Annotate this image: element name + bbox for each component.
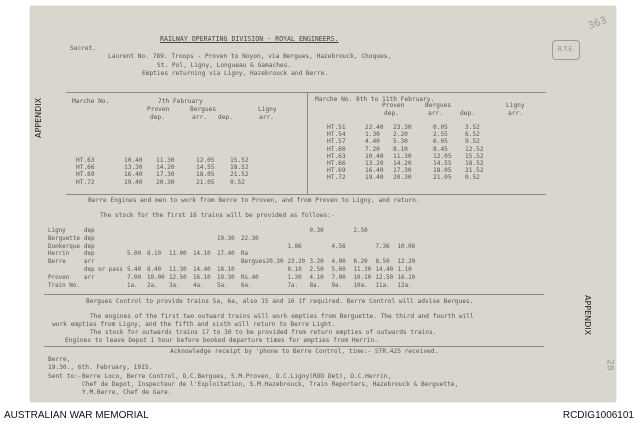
engines-note-2: work empties from Ligny, and the fifth and sixth will return to Berre Light.: [52, 321, 336, 328]
depot-note: Engines to leave Depot 1 hour before booked departure times for empties from Herrin.: [65, 337, 378, 344]
stock-table-row: [46, 267, 418, 275]
stock-table-row: [46, 251, 418, 259]
right-timetable-row: [325, 138, 501, 145]
stock-table-cell: dep or pass: [83, 266, 123, 273]
right-timetable-cell: HT.60: [327, 145, 346, 153]
stock-table-cell: [308, 251, 330, 259]
stock-table-cell: 4.00: [331, 259, 346, 266]
right-timetable-cell: 17.30: [393, 167, 412, 175]
left-timetable-cell: 17.30: [156, 171, 175, 179]
stock-table-cell: 4.10: [309, 274, 324, 281]
stock-table-cell: 8.10: [146, 251, 162, 258]
right-col-proven: Proven: [382, 102, 405, 109]
left-timetable-row: [74, 157, 262, 164]
stock-bottom-rule: [44, 294, 544, 295]
stock-table-cell: [330, 251, 352, 259]
stock-table-cell: [374, 228, 396, 236]
right-timetable-cell: 8.10: [393, 145, 408, 153]
stock-intro: The stock for the first 16 trains will be provided as follows:-: [100, 212, 335, 219]
stock-table-cell: [374, 236, 396, 244]
stock-table-cell: [330, 236, 352, 244]
stock-table-cell: dep: [83, 235, 95, 242]
stock-table-cell: 1.10: [397, 266, 412, 273]
right-timetable-cell: 23.30: [393, 124, 412, 131]
left-col-arr: arr.: [192, 114, 207, 121]
right-timetable-cell: 10.40: [365, 152, 384, 160]
left-timetable-cell: HT.63: [76, 157, 95, 164]
stock-table-cell: 2.50: [353, 228, 368, 234]
right-timetable-row: [325, 153, 501, 160]
right-col-dep: dep.: [384, 110, 399, 117]
right-timetable-cell: 2.55: [433, 131, 448, 139]
right-timetable-cell: 22.40: [365, 124, 384, 131]
stock-table-cell: dep: [83, 243, 95, 250]
distribution-line-3: Y.M.Berre, Chef de Gare.: [82, 389, 172, 396]
stock-table-cell: 11.30: [168, 266, 187, 273]
date-line: 19.30., 6th. February, 1915.: [48, 364, 153, 371]
stock-table-cell: 19.30: [216, 235, 235, 242]
order-line-3: Empties returning via Ligny, Hazebrouck and Berre.: [142, 70, 329, 77]
stock-table-cell: 6.20: [353, 259, 368, 266]
left-heading-date: 7th February: [158, 98, 203, 105]
right-timetable-row: [325, 167, 501, 174]
left-timetable-cell: 21.52: [230, 171, 249, 179]
stock-table-cell: 1a.: [126, 282, 138, 289]
stock-table-cell: [125, 244, 145, 252]
distribution-line-2: Chef de Depot, Inspecteur de l'Exploitation, S.M.Hazebrouck, Train Reporters, Hazebrouck & Berguette,: [82, 381, 459, 388]
stock-table-cell: [191, 236, 215, 244]
left-timetable-cell: 13.30: [124, 164, 143, 172]
right-timetable-cell: 15.52: [465, 152, 484, 160]
secret-label: Secret.: [70, 45, 97, 52]
stock-table-cell: [330, 228, 352, 236]
stock-table-cell: 9a.: [331, 282, 343, 289]
stock-table-cell: Berguette: [48, 235, 80, 242]
table-divider: [307, 92, 308, 194]
stock-table-cell: 7.36: [375, 243, 390, 250]
right-timetable-cell: 20.30: [393, 174, 412, 182]
stock-table-cell: 11.30: [353, 266, 372, 273]
right-timetable-cell: 3.52: [465, 124, 480, 131]
stock-table-cell: Ra: [240, 251, 249, 258]
left-timetable-row: [74, 171, 262, 178]
right-timetable-cell: 0.52: [465, 174, 480, 182]
archive-name: AUSTRALIAN WAR MEMORIAL: [4, 410, 149, 421]
stock-table-cell: 3.20: [309, 259, 324, 266]
right-timetable-cell: 21.05: [433, 174, 452, 182]
stock-table-cell: [308, 236, 330, 244]
left-col-dep2: dep.: [218, 114, 233, 121]
engines-note-1: The engines of the first two outward trains will work empties from Berguette. The third and fourth will: [90, 313, 474, 320]
sent-to-label: Sent to:-: [48, 373, 82, 380]
stock-table-cell: [215, 259, 239, 267]
stock-table-cell: Ligny: [48, 228, 66, 234]
right-timetable-row: [325, 124, 501, 131]
right-col-bergues: Bergues: [425, 102, 452, 109]
stock-table-cell: [396, 228, 418, 236]
left-timetable-cell: HT.72: [76, 178, 95, 186]
stock-table-cell: 12a.: [397, 282, 412, 289]
left-timetable-row: [74, 164, 262, 171]
stock-table-cell: Proven: [48, 274, 70, 281]
place-line: Berre,: [48, 356, 71, 363]
right-timetable-cell: 12.05: [433, 152, 452, 160]
stock-table-cell: [167, 244, 191, 252]
stock-table-cell: 8.50: [375, 259, 390, 266]
stock-table-cell: dep: [83, 251, 95, 258]
stock-table-cell: 12.20: [397, 259, 416, 266]
stock-table-cell: 0.30: [309, 228, 324, 234]
right-timetable-cell: 2.20: [393, 131, 408, 139]
right-timetable-cell: HT.57: [327, 138, 346, 146]
stock-table-cell: 1.30: [287, 274, 302, 281]
stock-table-cell: [191, 259, 215, 267]
page-number-stamp: 363: [586, 15, 609, 32]
stock-table: [46, 228, 418, 290]
left-timetable-row: [74, 179, 262, 186]
appendix-label-right: APPENDIX: [583, 295, 592, 336]
stock-table-cell: Rs.40: [240, 274, 259, 281]
stock-table-cell: dep: [83, 228, 95, 234]
right-timetable-row: [325, 131, 501, 138]
stock-table-cell: 4a.: [192, 282, 204, 289]
stock-table-cell: 5.60: [331, 266, 346, 273]
stock-table-cell: 16.10: [192, 274, 211, 281]
stock-table-cell: Train No.: [48, 282, 80, 289]
stock-table-cell: 12.50: [168, 274, 187, 281]
stock-table-cell: [145, 244, 167, 252]
stock-table-cell: [191, 228, 215, 236]
right-timetable-cell: 14.55: [433, 160, 452, 168]
stock-table-cell: 7.00: [331, 274, 346, 281]
stock-table-cell: 16.10: [397, 274, 416, 281]
stock-table-cell: 10.06: [397, 243, 416, 250]
stock-table-cell: 2a.: [146, 282, 158, 289]
stock-table-cell: Bergues20.30: [240, 259, 284, 266]
right-timetable-row: [325, 174, 501, 181]
stock-table-cell: 2.50: [309, 266, 324, 273]
stock-table-cell: [239, 228, 286, 236]
right-timetable-cell: 6.05: [433, 138, 448, 146]
stock-table-cell: 17.40: [216, 251, 235, 258]
stock-table-cell: 1.86: [287, 243, 302, 250]
appendix-label-left: APPENDIX: [34, 97, 43, 138]
stock-table-cell: [286, 228, 308, 236]
right-timetable-cell: 7.20: [365, 145, 380, 153]
left-timetable-cell: 21.05: [196, 178, 215, 186]
right-timetable-cell: 19.40: [365, 174, 384, 182]
right-timetable-cell: 11.30: [393, 152, 412, 160]
stock-table-cell: 5a.: [216, 282, 228, 289]
left-timetable-cell: 15.52: [230, 157, 249, 164]
stock-table-cell: arr: [83, 259, 95, 266]
stock-table-cell: [82, 283, 125, 291]
right-timetable-cell: 14.20: [393, 160, 412, 168]
right-col-ligny: Ligny: [506, 102, 525, 109]
stock-table-cell: [352, 236, 374, 244]
right-timetable-cell: 16.40: [365, 167, 384, 175]
stock-table-cell: 4.56: [331, 243, 346, 250]
right-timetable-cell: HT.72: [327, 174, 346, 182]
stock-table-cell: [215, 244, 239, 252]
order-line-1: Laurent No. 789. Troops - Proven to Noyon, via Bergues, Hazebrouck, Choques,: [108, 53, 392, 60]
stock-table-cell: [308, 244, 330, 252]
stock-table-cell: 12.50: [375, 274, 394, 281]
stock-table-cell: [191, 244, 215, 252]
stock-table-cell: [125, 228, 145, 236]
stock-table-cell: 5.00: [126, 251, 142, 258]
right-heading: Marche No. 8th to 11th February.: [315, 96, 435, 103]
stock-table-cell: 22.30: [240, 235, 259, 242]
stock-table-cell: [239, 244, 286, 252]
stock-table-cell: [167, 259, 191, 267]
right-timetable-cell: 18.05: [433, 167, 452, 175]
stock-table-cell: 19.30: [216, 274, 235, 281]
left-timetable-cell: 20.30: [156, 178, 175, 186]
ack-rule: [44, 346, 544, 347]
right-timetable-cell: 4.40: [365, 138, 380, 146]
right-timetable-cell: HT.54: [327, 131, 346, 139]
stock-table-cell: 18.10: [216, 266, 235, 273]
left-timetable-cell: 12.05: [196, 157, 215, 164]
left-heading-marche: Marche No.: [72, 98, 110, 105]
archive-footer: [0, 405, 640, 427]
stock-table-cell: [167, 228, 191, 236]
stock-table-cell: [145, 259, 167, 267]
left-timetable-cell: 18.52: [230, 164, 249, 172]
left-timetable-cell: 14.20: [156, 164, 175, 172]
stock-table-cell: [145, 228, 167, 236]
right-timetable-cell: HT.66: [327, 160, 346, 168]
left-col-bergues: Bergues: [190, 106, 217, 113]
stock-table-cell: arr: [83, 274, 95, 281]
stock-table-row: [46, 244, 418, 252]
left-col-arr2: arr.: [259, 114, 274, 121]
left-timetable-cell: 10.40: [124, 157, 143, 164]
acknowledge-line: Acknowledge receipt by 'phone to Berre Control, time:- STR.425 received.: [170, 348, 439, 355]
appendix-number: 28: [604, 359, 615, 371]
right-timetable-row: [325, 146, 501, 153]
stock-table-cell: 10.00: [146, 274, 165, 281]
left-timetable-cell: 16.40: [124, 171, 143, 179]
left-timetable-cell: 19.40: [124, 178, 143, 186]
document-title: RAILWAY OPERATING DIVISION - ROYAL ENGINEERS.: [160, 35, 339, 43]
table-top-rule: [66, 92, 546, 93]
stock-table-cell: [46, 267, 82, 275]
archive-reference: RCDIG1006101: [562, 410, 634, 421]
stock-table-cell: 14.10: [192, 251, 211, 258]
stock-table-cell: Berre: [48, 259, 66, 266]
stock-table-cell: [145, 236, 167, 244]
stock-table-cell: [125, 259, 145, 267]
stock-table-cell: 23.20: [287, 259, 306, 266]
right-timetable-cell: 18.52: [465, 160, 484, 168]
distribution-line-1: Berre Loco, Berre Control, O.C.Bergues, S.M.Proven, O.C.Ligny(ROD Det), O.C.Herrin,: [82, 373, 392, 380]
left-timetable-cell: HT.66: [76, 164, 95, 172]
stock-table-cell: 6a.: [240, 282, 252, 289]
stock-table-cell: 3a.: [168, 282, 180, 289]
left-timetable-cell: 14.55: [196, 164, 215, 172]
stock-table-cell: [239, 267, 286, 275]
stock-table-cell: 8.40: [146, 266, 162, 273]
left-col-ligny: Ligny: [258, 106, 277, 113]
stock-table-cell: 0.10: [287, 266, 302, 273]
right-timetable-cell: HT.69: [327, 167, 346, 175]
stock-table-cell: Dunkerque: [48, 243, 80, 250]
stock-table-cell: 14.40: [192, 266, 211, 273]
stock-table-cell: [396, 236, 418, 244]
stock-table-cell: [396, 251, 418, 259]
stock-table-cell: [286, 251, 308, 259]
stock-table-cell: 10a.: [353, 282, 368, 289]
stock-table-cell: [286, 236, 308, 244]
order-line-2: St. Pol, Ligny, Longueau & Gamaches.: [157, 62, 292, 69]
stock-table-row: [46, 236, 418, 244]
stock-table-cell: 7.00: [126, 274, 142, 281]
right-timetable-cell: 21.52: [465, 167, 484, 175]
right-timetable-cell: 1.30: [365, 131, 380, 139]
right-timetable-cell: 12.52: [465, 145, 484, 153]
stock-table-cell: [352, 251, 374, 259]
stock-table-row: [46, 283, 418, 291]
bergues-control-note: Bergues Control to provide trains 5a, 6a, also 15 and 16 if required. Berre Control will advise Bergues.: [86, 298, 474, 305]
right-timetable-cell: 8.45: [433, 145, 448, 153]
left-timetable: [74, 157, 262, 186]
right-col-dep2: dep.: [460, 110, 475, 117]
stock-table-row: [46, 259, 418, 267]
right-timetable-row: [325, 160, 501, 167]
stock-table-cell: 7a.: [287, 282, 299, 289]
stock-table-cell: 11a.: [375, 282, 390, 289]
stock-table-cell: 10.10: [353, 274, 372, 281]
left-timetable-cell: HT.69: [76, 171, 95, 179]
stock-table-cell: [215, 228, 239, 236]
stock-table-cell: [374, 251, 396, 259]
right-timetable-cell: HT.63: [327, 152, 346, 160]
right-timetable-cell: HT.51: [327, 124, 346, 131]
stock-table-cell: [125, 236, 145, 244]
table-bottom-rule: [66, 194, 546, 195]
right-timetable: [325, 124, 501, 182]
left-timetable-cell: 0.52: [230, 178, 245, 186]
stock-table-cell: 11.00: [168, 251, 187, 258]
right-timetable-cell: 9.52: [465, 138, 480, 146]
right-timetable-cell: 13.20: [365, 160, 384, 168]
stock-table-cell: [167, 236, 191, 244]
reference-stamp: R.T.E.: [552, 40, 580, 60]
stock-note: The stock for outwards trains 17 to 30 to be provided from return empties of outwards trains.: [90, 329, 437, 336]
right-timetable-cell: 0.05: [433, 124, 448, 131]
stock-table-cell: 14.40: [375, 266, 394, 273]
stock-table-row: [46, 228, 418, 236]
stock-table-cell: 5.40: [126, 266, 142, 273]
stock-table-cell: 8a.: [309, 282, 321, 289]
stock-table-cell: Herrin: [48, 251, 70, 258]
right-col-arr2: arr.: [508, 110, 523, 117]
left-col-dep: dep.: [150, 114, 165, 121]
right-timetable-cell: 5.30: [393, 138, 408, 146]
left-col-proven: Proven: [147, 106, 170, 113]
left-timetable-cell: 18.05: [196, 171, 215, 179]
stock-table-row: [46, 275, 418, 283]
left-timetable-cell: 11.30: [156, 157, 175, 164]
right-col-arr: arr.: [428, 110, 443, 117]
stock-table-cell: [352, 244, 374, 252]
right-timetable-cell: 6.52: [465, 131, 480, 139]
engines-note: Berre Engines and men to work from Berre to Proven, and from Proven to Ligny, and return.: [88, 197, 420, 204]
